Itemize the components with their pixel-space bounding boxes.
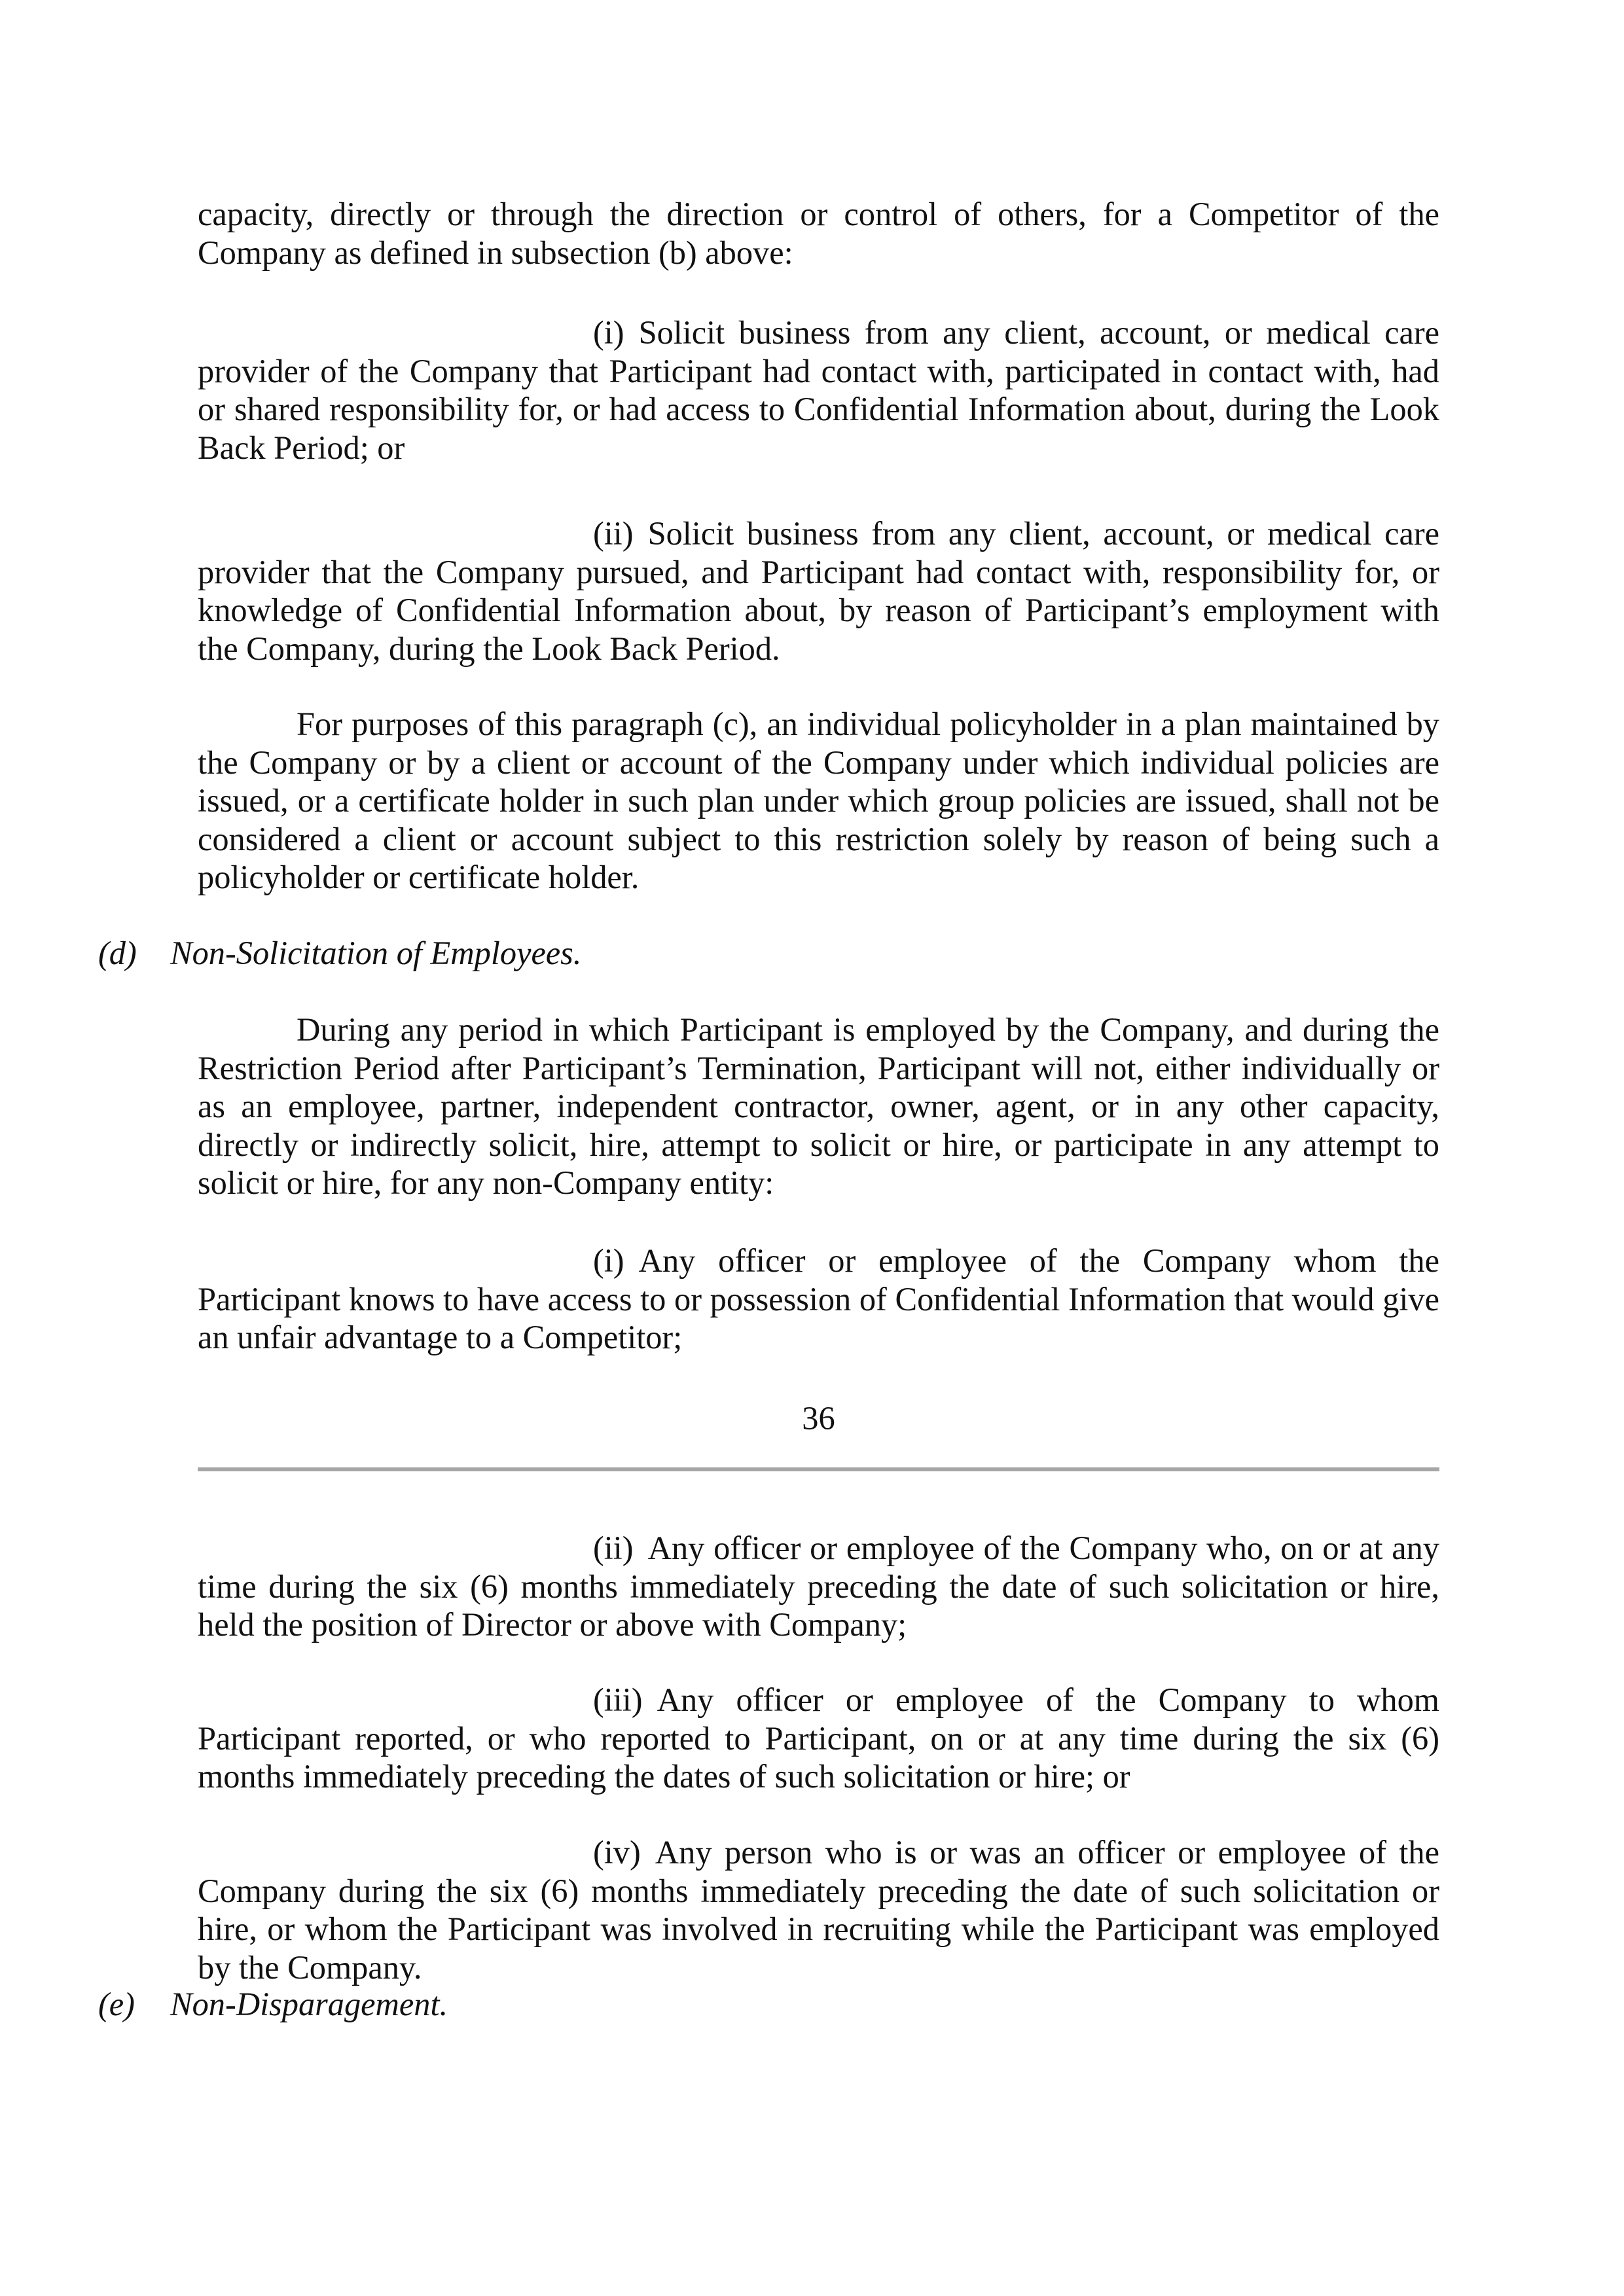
section-d-body: During any period in which Participant is employed by the Company, and during the Restriction Period after Participant’s Termination, Participant will not, either individually or as an employee, partner, independent contractor, owner, agent, or in any other capacity, directly or indirectly solicit, hire, attempt to solicit or hire, or participate in any attempt to solicit or hire, for any non-Company entity: bbox=[198, 1011, 1439, 1201]
clause-number: (ii) bbox=[593, 1530, 634, 1566]
clause-text: Any person who is or was an officer or employee of the Company during the six (6) months immediately preceding the date of such solicitation or hire, or whom the Participant was involved in recruiting while the Participant was employed by the Company. bbox=[198, 1834, 1439, 1986]
section-title: Non-Disparagement. bbox=[170, 1986, 448, 2022]
clause-c-item-ii bbox=[198, 514, 1439, 668]
clause-number: (iv) bbox=[593, 1834, 641, 1871]
clause-text: Any officer or employee of the Company whom the Participant knows to have access to or possession of Confidential Information that would give an unfair advantage to a Competitor; bbox=[198, 1242, 1439, 1355]
clause-number: (ii) bbox=[593, 515, 634, 552]
section-number: (d) bbox=[98, 935, 137, 971]
section-d-heading bbox=[98, 934, 581, 973]
clause-number: (i) bbox=[593, 1242, 624, 1279]
intro-paragraph: capacity, directly or through the direction or control of others, for a Competitor of the Company as defined in subsection (b) above: bbox=[198, 196, 1439, 271]
section-d-item-i bbox=[198, 1242, 1439, 1357]
section-d-item-iv bbox=[198, 1833, 1439, 1986]
page-number: 36 bbox=[802, 1400, 835, 1437]
clause-c-item-i bbox=[198, 314, 1439, 467]
clause-text: Any officer or employee of the Company to whom Participant reported, or who reported to Participant, on or at any time during the six (6) months immediately preceding the dates of such solicitation or hire; or bbox=[198, 1681, 1439, 1795]
section-number: (e) bbox=[98, 1986, 135, 2022]
section-d-item-ii bbox=[198, 1529, 1439, 1644]
purposes-paragraph: For purposes of this paragraph (c), an individual policyholder in a plan maintained by the Company or by a client or account of the Company under which individual policies are issued, or a certificate holder in such plan under which group policies are issued, shall not be considered a client or account subject to this restriction solely by reason of being such a policyholder or certificate holder. bbox=[198, 706, 1439, 895]
clause-text: Solicit business from any client, account, or medical care provider of the Company that Participant had contact with, participated in contact with, had or shared responsibility for, or had access to Confidential Information about, during the Look Back Period; or bbox=[198, 314, 1439, 466]
section-title: Non-Solicitation of Employees. bbox=[170, 935, 582, 971]
clause-number: (iii) bbox=[593, 1681, 643, 1718]
section-d-item-iii bbox=[198, 1681, 1439, 1796]
page-break-divider bbox=[198, 1467, 1439, 1471]
clause-text: Any officer or employee of the Company who, on or at any time during the six (6) months immediately preceding the date of such solicitation or hire, held the position of Director or above with Company; bbox=[198, 1530, 1439, 1643]
section-e-heading bbox=[98, 1985, 448, 2024]
clause-text: Solicit business from any client, account, or medical care provider that the Company pursued, and Participant had contact with, responsibility for, or knowledge of Confidential Information about, by reason of Participant’s employment with the Company, during the Look Back Period. bbox=[198, 515, 1439, 667]
clause-number: (i) bbox=[593, 314, 624, 351]
